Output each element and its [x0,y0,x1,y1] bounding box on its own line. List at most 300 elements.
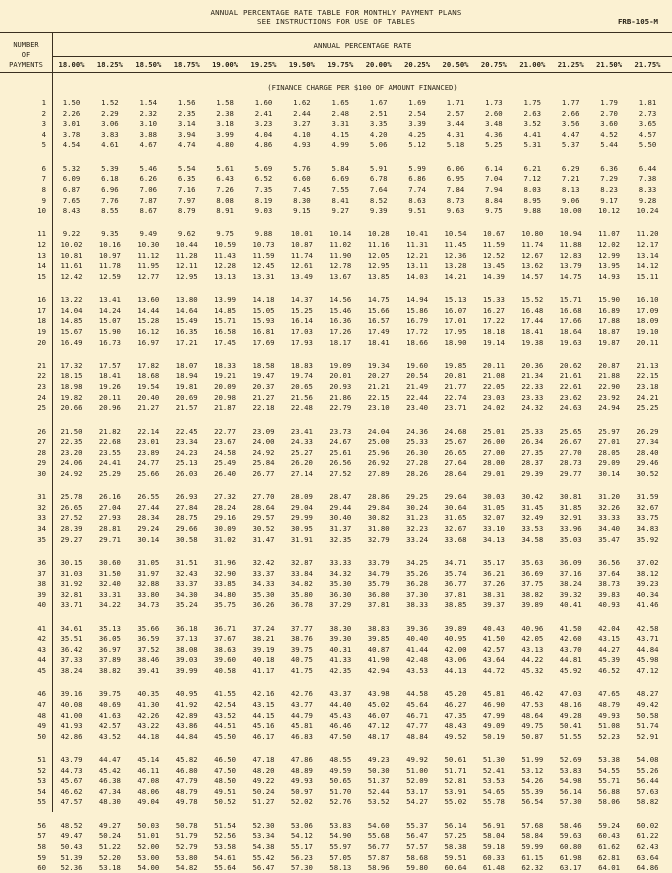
finance-charge-cell: 44.51 [214,721,237,731]
finance-charge-cell: 37.29 [329,600,352,610]
finance-charge-cell: 6.60 [293,174,311,184]
finance-charge-cell: 8.08 [216,195,234,205]
finance-charge-cell: 25.96 [367,447,390,457]
finance-charge-cell: 49.93 [598,710,621,720]
finance-charge-cell: 58.13 [329,863,352,873]
finance-charge-cell: 14.03 [406,271,429,281]
finance-charge-cell: 36.26 [252,600,275,610]
finance-charge-cell: 19.10 [636,326,659,336]
finance-charge-cell: 31.50 [98,568,121,578]
table-row [0,842,672,852]
finance-charge-cell: 6.96 [101,184,119,194]
finance-charge-cell: 33.79 [367,557,390,567]
finance-charge-cell: 49.27 [98,820,121,830]
finance-charge-cell: 18.94 [175,371,198,381]
finance-charge-cell: 7.26 [216,184,234,194]
finance-charge-cell: 49.92 [406,755,429,764]
rate-header: 18.75% [173,60,200,69]
finance-charge-cell: 34.40 [598,524,621,533]
finance-charge-cell: 45.14 [137,755,160,764]
finance-charge-cell: 37.75 [521,579,544,589]
finance-charge-cell: 38.21 [252,634,275,644]
finance-charge-cell: 30.40 [329,513,352,523]
finance-charge-cell: 37.02 [636,557,659,567]
finance-charge-cell: 12.77 [137,271,160,281]
finance-charge-cell: 61.48 [482,863,505,873]
finance-charge-cell: 42.86 [60,731,83,741]
finance-charge-cell: 43.53 [406,666,429,675]
finance-charge-cell: 20.81 [444,371,467,381]
finance-charge-cell: 4.86 [254,140,273,150]
finance-charge-cell: 4.04 [254,129,273,139]
finance-charge-cell: 48.16 [559,699,582,709]
finance-charge-cell: 54.38 [252,841,275,851]
finance-charge-cell: 10.80 [521,229,544,239]
finance-charge-cell: 53.34 [252,831,275,841]
finance-charge-cell: 12.59 [98,271,121,281]
finance-charge-cell: 56.44 [636,776,659,786]
finance-charge-cell: 25.67 [444,437,467,447]
finance-charge-cell: 28.75 [175,513,198,523]
finance-charge-cell: 7.84 [446,184,465,194]
finance-charge-cell: 35.03 [559,534,582,544]
finance-charge-cell: 40.58 [214,666,237,675]
finance-charge-cell: 32.81 [60,589,83,599]
finance-charge-cell: 3.27 [293,119,311,129]
finance-charge-cell: 52.44 [367,786,390,796]
finance-charge-cell: 42.35 [329,666,352,675]
finance-charge-cell: 6.78 [369,174,388,184]
table-row [0,130,672,140]
finance-charge-cell: 9.39 [369,206,388,216]
finance-charge-cell: 9.75 [216,229,234,239]
finance-charge-cell: 45.67 [60,776,83,786]
finance-charge-cell: 38.08 [175,644,198,654]
finance-charge-cell: 24.32 [521,403,544,413]
table-row [0,206,672,216]
finance-charge-cell: 44.13 [444,666,467,675]
finance-charge-cell: 60.43 [598,831,621,841]
finance-charge-cell: 50.03 [137,820,160,830]
finance-charge-cell: 7.06 [139,184,158,194]
finance-charge-cell: 18.64 [559,326,582,336]
finance-charge-cell: 54.61 [214,852,237,862]
finance-charge-cell: 9.22 [62,229,81,239]
finance-charge-cell: 41.17 [252,666,275,675]
payment-count: 16 [37,295,46,305]
finance-charge-cell: 51.55 [559,731,582,741]
payment-count: 34 [37,524,46,533]
finance-charge-cell: 35.17 [482,557,505,567]
finance-charge-cell: 40.75 [290,655,313,665]
finance-charge-cell: 3.39 [408,119,426,129]
finance-charge-cell: 27.89 [367,468,390,478]
finance-charge-cell: 17.22 [482,316,505,326]
finance-charge-cell: 19.74 [290,371,313,381]
finance-charge-cell: 42.58 [636,623,659,633]
finance-charge-cell: 31.47 [252,534,275,544]
table-row [0,590,672,600]
finance-charge-cell: 23.67 [214,437,237,447]
finance-charge-cell: 11.07 [598,229,621,239]
finance-charge-cell: 42.16 [252,689,275,699]
finance-charge-cell: 64.86 [636,863,659,873]
finance-charge-cell: 14.37 [290,295,313,305]
table-row [0,524,672,534]
finance-charge-cell: 24.23 [175,447,198,457]
finance-charge-cell: 51.79 [175,831,198,841]
finance-charge-cell: 24.68 [444,426,467,436]
finance-charge-cell: 35.79 [367,579,390,589]
finance-charge-cell: 1.71 [446,98,465,107]
finance-charge-cell: 34.30 [175,589,198,599]
finance-charge-cell: 7.35 [254,184,273,194]
finance-charge-cell: 55.37 [406,820,429,830]
payment-count: 37 [37,568,46,578]
finance-charge-cell: 55.68 [367,831,390,841]
finance-charge-cell: 16.10 [636,295,659,305]
finance-charge-cell: 41.93 [60,721,83,731]
finance-charge-cell: 19.14 [482,337,505,347]
table-row [0,645,672,655]
finance-charge-cell: 26.65 [60,502,83,512]
finance-charge-cell: 41.63 [98,710,121,720]
finance-charge-cell: 55.64 [214,863,237,873]
finance-charge-cell: 59.63 [559,831,582,841]
finance-charge-cell: 25.84 [252,458,275,468]
finance-charge-cell: 47.77 [406,721,429,731]
finance-charge-cell: 11.61 [60,261,83,271]
finance-charge-cell: 45.42 [98,765,121,775]
finance-charge-cell: 1.56 [177,98,196,107]
finance-charge-cell: 52.91 [636,731,659,741]
finance-charge-cell: 30.52 [636,468,659,478]
finance-charge-cell: 14.04 [60,305,83,315]
finance-charge-cell: 24.92 [252,447,275,457]
finance-charge-cell: 17.72 [406,326,429,336]
finance-charge-cell: 58.68 [406,852,429,862]
payment-count: 6 [41,163,46,173]
finance-charge-cell: 13.45 [482,261,505,271]
finance-charge-cell: 1.52 [101,98,119,107]
finance-charge-cell: 14.64 [175,305,198,315]
finance-charge-cell: 4.31 [446,129,465,139]
finance-charge-cell: 16.81 [252,326,275,336]
finance-charge-cell: 1.60 [254,98,273,107]
finance-charge-cell: 22.15 [367,392,390,402]
finance-charge-cell: 26.29 [636,426,659,436]
finance-charge-cell: 8.52 [369,195,388,205]
finance-charge-cell: 24.67 [329,437,352,447]
finance-charge-cell: 51.01 [137,831,160,841]
rate-header: 20.25% [404,60,431,69]
finance-charge-cell: 5.37 [561,140,580,150]
finance-charge-cell: 54.00 [137,863,160,873]
finance-charge-cell: 59.51 [444,852,467,862]
finance-charge-cell: 36.78 [290,600,313,610]
finance-charge-cell: 19.47 [252,371,275,381]
finance-charge-cell: 43.15 [252,699,275,709]
finance-charge-cell: 15.86 [406,305,429,315]
finance-charge-cell: 5.25 [485,140,503,150]
finance-charge-cell: 1.81 [638,98,657,107]
payment-count: 56 [37,820,46,830]
table-row [0,700,672,710]
finance-charge-cell: 6.06 [446,163,465,173]
payment-count: 4 [41,129,46,139]
finance-charge-cell: 39.03 [175,655,198,665]
payment-count: 51 [37,755,46,764]
finance-charge-cell: 37.13 [175,634,198,644]
finance-charge-cell: 26.34 [521,437,544,447]
finance-charge-cell: 17.88 [598,316,621,326]
finance-charge-cell: 31.97 [137,568,160,578]
finance-charge-cell: 49.47 [60,831,83,841]
finance-charge-cell: 44.27 [598,644,621,654]
rate-header: 20.00% [365,60,392,69]
finance-charge-cell: 17.01 [444,316,467,326]
finance-charge-cell: 4.80 [216,140,234,150]
finance-charge-cell: 38.83 [367,623,390,633]
finance-charge-cell: 19.81 [175,382,198,391]
finance-charge-cell: 55.71 [598,776,621,786]
finance-charge-cell: 8.67 [139,206,158,216]
finance-charge-cell: 8.91 [216,206,234,216]
payment-count: 57 [37,831,46,841]
finance-charge-cell: 19.54 [137,382,160,391]
finance-charge-cell: 50.41 [559,721,582,731]
finance-charge-cell: 29.66 [175,524,198,533]
finance-charge-cell: 17.93 [290,337,313,347]
finance-charge-cell: 52.79 [175,841,198,851]
finance-charge-cell: 55.26 [636,765,659,775]
finance-charge-cell: 16.36 [329,316,352,326]
finance-charge-cell: 21.57 [175,403,198,413]
finance-charge-cell: 12.78 [329,261,352,271]
finance-charge-cell: 12.83 [559,250,582,260]
finance-charge-cell: 21.61 [559,371,582,381]
finance-charge-cell: 20.09 [214,382,237,391]
finance-charge-cell: 12.95 [367,261,390,271]
finance-charge-cell: 58.06 [598,797,621,807]
table-row [0,711,672,721]
finance-charge-cell: 4.74 [177,140,196,150]
finance-charge-cell: 40.95 [444,634,467,644]
finance-charge-cell: 53.80 [175,852,198,862]
finance-charge-cell: 10.54 [444,229,467,239]
finance-charge-cell: 19.63 [559,337,582,347]
finance-charge-cell: 34.83 [636,524,659,533]
finance-charge-cell: 42.89 [175,710,198,720]
table-row [0,755,672,765]
finance-charge-cell: 31.80 [367,524,390,533]
payment-count: 41 [37,623,46,633]
finance-charge-cell: 28.09 [290,492,313,502]
finance-charge-cell: 18.90 [444,337,467,347]
finance-charge-cell: 33.31 [98,589,121,599]
finance-charge-cell: 34.58 [521,534,544,544]
finance-charge-cell: 13.11 [406,261,429,271]
finance-charge-cell: 6.87 [62,184,81,194]
table-row [0,689,672,699]
finance-charge-cell: 53.58 [214,841,237,851]
finance-charge-cell: 38.46 [137,655,160,665]
finance-charge-cell: 12.61 [290,261,313,271]
finance-charge-cell: 32.67 [636,502,659,512]
finance-charge-cell: 29.39 [521,468,544,478]
finance-charge-cell: 46.11 [137,765,160,775]
finance-charge-cell: 41.75 [290,666,313,675]
table-title: ANNUAL PERCENTAGE RATE TABLE FOR MONTHLY PAYMENT PLANS [210,8,462,17]
finance-charge-cell: 59.24 [598,820,621,830]
finance-charge-cell: 24.77 [137,458,160,468]
table-row [0,797,672,807]
payment-count: 54 [37,786,46,796]
finance-charge-cell: 19.26 [98,382,121,391]
finance-charge-cell: 7.97 [177,195,196,205]
finance-charge-cell: 56.23 [290,852,313,862]
finance-charge-cell: 41.30 [137,699,160,709]
rate-header: 18.00% [58,60,85,69]
finance-charge-cell: 11.90 [329,250,352,260]
table-row [0,140,672,150]
finance-charge-cell: 3.01 [62,119,81,129]
finance-charge-cell: 6.43 [216,174,234,184]
finance-charge-cell: 48.27 [636,689,659,699]
finance-charge-cell: 15.90 [598,295,621,305]
finance-charge-cell: 42.26 [137,710,160,720]
payment-count: 43 [37,644,46,654]
finance-charge-cell: 40.08 [60,699,83,709]
finance-charge-cell: 38.73 [598,579,621,589]
finance-charge-cell: 52.09 [406,776,429,786]
finance-charge-cell: 5.18 [446,140,465,150]
finance-charge-cell: 35.80 [290,589,313,599]
finance-charge-cell: 41.50 [482,634,505,644]
finance-charge-cell: 13.62 [521,261,544,271]
finance-charge-cell: 18.09 [636,316,659,326]
payment-count: 18 [37,316,46,326]
finance-charge-cell: 25.25 [636,403,659,413]
finance-charge-cell: 3.48 [485,119,503,129]
finance-charge-cell: 16.12 [137,326,160,336]
finance-charge-cell: 21.21 [367,382,390,391]
finance-charge-cell: 13.95 [598,261,621,271]
table-row [0,196,672,206]
payment-count: 5 [41,140,46,150]
finance-charge-cell: 33.71 [60,600,83,610]
finance-charge-cell: 45.64 [406,699,429,709]
finance-charge-cell: 55.39 [521,786,544,796]
finance-charge-cell: 28.24 [214,502,237,512]
finance-charge-cell: 48.89 [290,765,313,775]
finance-charge-cell: 23.03 [482,392,505,402]
finance-charge-cell: 58.38 [444,841,467,851]
finance-charge-cell: 42.94 [367,666,390,675]
finance-charge-cell: 44.84 [636,644,659,654]
finance-charge-cell: 13.85 [367,271,390,281]
finance-charge-cell: 43.77 [290,699,313,709]
finance-charge-cell: 18.18 [482,326,505,336]
finance-charge-cell: 48.55 [329,755,352,764]
finance-charge-cell: 49.78 [175,797,198,807]
finance-charge-cell: 35.47 [598,534,621,544]
finance-charge-cell: 16.35 [175,326,198,336]
finance-charge-cell: 51.37 [367,776,390,786]
finance-charge-cell: 44.47 [98,755,121,764]
finance-charge-cell: 30.15 [60,557,83,567]
finance-charge-cell: 30.03 [482,492,505,502]
finance-charge-cell: 39.41 [137,666,160,675]
finance-charge-cell: 29.99 [290,513,313,523]
finance-charge-cell: 2.44 [293,108,311,118]
finance-charge-cell: 54.82 [175,863,198,873]
finance-charge-cell: 49.51 [214,786,237,796]
finance-charge-cell: 58.82 [636,797,659,807]
finance-charge-cell: 9.06 [561,195,580,205]
rate-header: 18.50% [135,60,162,69]
table-row [0,393,672,403]
table-row [0,469,672,479]
finance-charge-cell: 15.07 [98,316,121,326]
finance-charge-cell: 38.85 [444,600,467,610]
finance-charge-cell: 45.32 [521,666,544,675]
finance-charge-cell: 46.80 [175,765,198,775]
finance-charge-cell: 53.83 [559,765,582,775]
finance-charge-cell: 64.01 [598,863,621,873]
finance-charge-cell: 13.13 [214,271,237,281]
payment-count: 55 [37,797,46,807]
finance-charge-cell: 31.23 [406,513,429,523]
finance-charge-cell: 17.82 [137,360,160,370]
finance-charge-cell: 5.69 [254,163,273,173]
finance-charge-cell: 10.87 [290,240,313,249]
finance-charge-cell: 18.83 [290,360,313,370]
finance-charge-cell: 34.22 [98,600,121,610]
finance-charge-cell: 18.07 [175,360,198,370]
table-subtitle: SEE INSTRUCTIONS FOR USE OF TABLES [256,17,416,26]
finance-charge-cell: 21.08 [482,371,505,381]
finance-charge-cell: 16.79 [406,316,429,326]
finance-charge-cell: 59.99 [521,841,544,851]
payment-count: 23 [37,382,46,391]
finance-charge-cell: 25.49 [214,458,237,468]
finance-charge-cell: 2.66 [561,108,580,118]
finance-charge-cell: 37.16 [559,568,582,578]
finance-charge-cell: 30.09 [214,524,237,533]
finance-charge-cell: 13.79 [559,261,582,271]
finance-charge-cell: 45.92 [559,666,582,675]
payment-count: 53 [37,776,46,786]
table-row [0,458,672,468]
finance-charge-cell: 53.38 [598,755,621,764]
apr-rule [53,56,672,57]
finance-charge-cell: 44.18 [137,731,160,741]
finance-charge-cell: 35.30 [252,589,275,599]
finance-charge-cell: 23.89 [137,447,160,457]
finance-charge-cell: 46.46 [329,721,352,731]
finance-charge-cell: 56.54 [521,797,544,807]
finance-charge-cell: 49.22 [252,776,275,786]
finance-charge-cell: 31.96 [214,557,237,567]
finance-charge-cell: 2.29 [101,108,119,118]
finance-charge-cell: 1.69 [408,98,426,107]
finance-charge-cell: 25.27 [290,447,313,457]
finance-charge-cell: 21.56 [290,392,313,402]
finance-charge-cell: 43.86 [175,721,198,731]
finance-charge-cell: 9.15 [293,206,311,216]
finance-charge-cell: 32.35 [329,534,352,544]
